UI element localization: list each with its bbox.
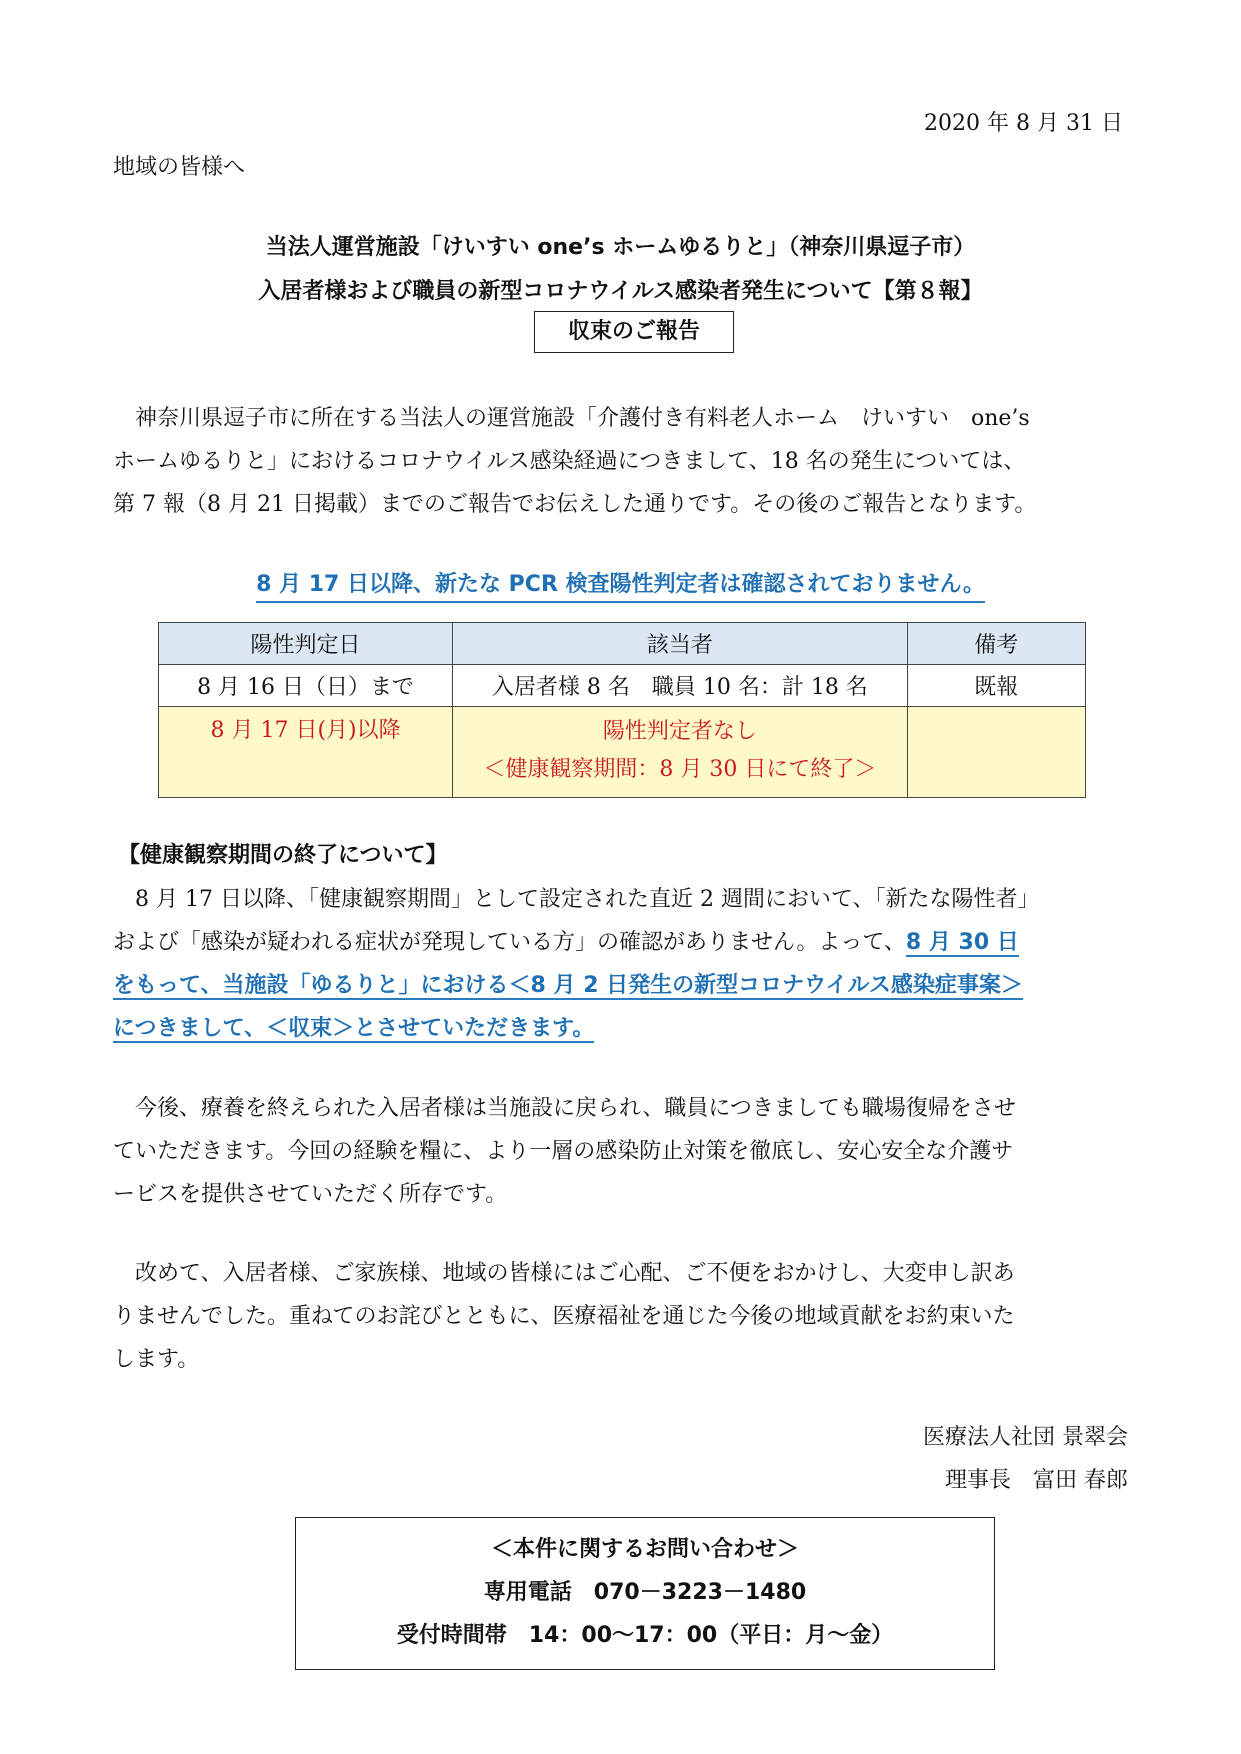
table-cell: 入居者様 8 名 職員 10 名：計 18 名 <box>453 665 907 707</box>
contact-box <box>295 1517 995 1670</box>
emphasis-text: をもって、当施設「ゆるりと」における＜8 月 2 日発生の新型コロナウイルス感染症事案＞ <box>113 973 1023 998</box>
paragraph-line: します。 <box>113 1347 200 1372</box>
paragraph-apology <box>113 1252 1130 1381</box>
highlight-statement <box>0 567 1241 598</box>
contact-hours: 受付時間帯 14：00～17：00（平日：月～金） <box>396 1623 894 1648</box>
status-table <box>158 622 1086 798</box>
table-cell: 既報 <box>907 665 1085 707</box>
intro-line: 神奈川県逗子市に所在する当法人の運営施設「介護付き有料老人ホーム けいすい one’s <box>135 406 1030 431</box>
paragraph-line: ていただきます。今回の経験を糧に、より一層の感染防止対策を徹底し、安心安全な介護サ <box>113 1139 1014 1164</box>
intro-line: ホームゆるりと」におけるコロナウイルス感染経過につきまして、18 名の発生については、 <box>113 449 1026 474</box>
title-line-1: 当法人運営施設「けいすい one’s ホームゆるりと」（神奈川県逗子市） <box>265 235 976 260</box>
highlight-text: 8 月 17 日以降、新たな PCR 検査陽性判定者は確認されておりません。 <box>256 572 985 603</box>
paragraph-line: りませんでした。重ねてのお詫びとともに、医療福祉を通じた今後の地域貢献をお約束いた <box>113 1304 1015 1329</box>
paragraph-future <box>113 1087 1130 1216</box>
table-row-highlight <box>159 707 1086 798</box>
emphasis-text: につきまして、＜収束＞とさせていただきます。 <box>113 1016 595 1041</box>
greeting: 地域の皆様へ <box>113 155 246 180</box>
section-line <box>113 1007 1130 1050</box>
document-date: 2020 年 8 月 31 日 <box>924 111 1123 136</box>
boxed-heading: 収束のご報告 <box>534 311 734 353</box>
table-cell <box>907 707 1085 798</box>
section-line: 8 月 17 日以降、「健康観察期間」として設定された直近 2 週間において、「新たな陽性者」 <box>135 887 1040 912</box>
section-line-text: および「感染が疑われる症状が発現している方」の確認がありません。よって、 <box>113 930 906 955</box>
section-line <box>113 921 1130 964</box>
table-header: 陽性判定日 <box>159 623 453 665</box>
table-cell <box>453 707 907 798</box>
signature-name: 理事長 富田 春郎 <box>945 1468 1128 1493</box>
table-cell: 8 月 17 日(月)以降 <box>159 707 453 798</box>
section-heading: 【健康観察期間の終了について】 <box>118 843 448 868</box>
contact-title: ＜本件に関するお問い合わせ＞ <box>490 1537 799 1562</box>
signature-organization: 医療法人社団 景翠会 <box>923 1425 1128 1450</box>
contact-phone: 専用電話 070－3223－1480 <box>483 1580 807 1605</box>
table-header: 備考 <box>907 623 1085 665</box>
emphasis-text: 8 月 30 日 <box>905 930 1019 955</box>
table-header: 該当者 <box>453 623 907 665</box>
intro-paragraph <box>113 397 1130 526</box>
table-cell-line: ＜健康観察期間：8 月 30 日にて終了＞ <box>483 757 877 782</box>
paragraph-line: ービスを提供させていただく所存です。 <box>113 1182 508 1207</box>
table-row <box>159 665 1086 707</box>
section-paragraph <box>113 878 1130 1050</box>
table-cell-line: 陽性判定者なし <box>602 719 757 744</box>
table-header-row <box>159 623 1086 665</box>
paragraph-line: 改めて、入居者様、ご家族様、地域の皆様にはご心配、ご不便をおかけし、大変申し訳あ <box>135 1261 1015 1286</box>
table-cell: 8 月 16 日（日）まで <box>159 665 453 707</box>
paragraph-line: 今後、療養を終えられた入居者様は当施設に戻られ、職員につきましても職場復帰をさせ <box>135 1096 1016 1121</box>
intro-line: 第 7 報（8 月 21 日掲載）までのご報告でお伝えした通りです。その後のご報告となります。 <box>113 492 1037 517</box>
section-line <box>113 964 1130 1007</box>
title-line-2: 入居者様および職員の新型コロナウイルス感染者発生について【第８報】 <box>258 279 983 304</box>
